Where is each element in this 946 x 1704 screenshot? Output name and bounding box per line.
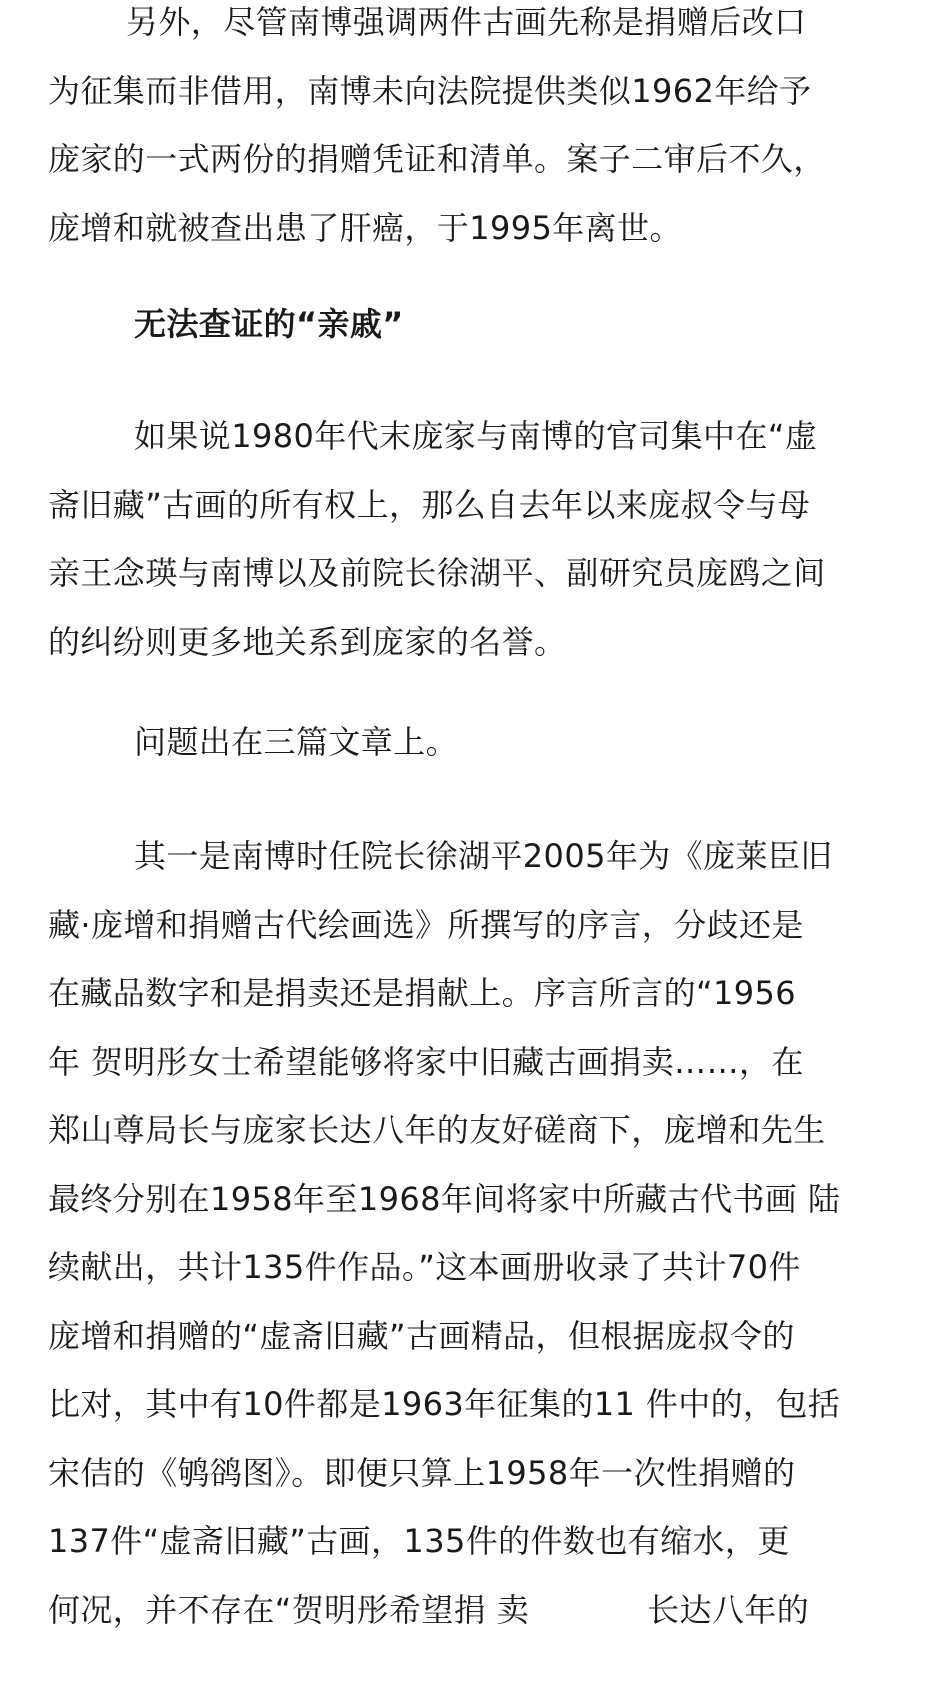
text-line: 的纠纷则更多地关系到庞家的名誉。	[48, 622, 567, 661]
text-line: 137件“虚斋旧藏”古画，135件的件数也有缩水，更	[48, 1522, 790, 1560]
text-line: 年 贺明彤女士希望能够将家中旧藏古画捐卖……，在	[48, 1042, 804, 1081]
paragraph-2	[48, 402, 826, 676]
text-line: 另外，尽管南博强调两件古画先称是捐赠后改口	[126, 3, 807, 41]
paragraph-3	[48, 708, 458, 777]
text-line-cut	[48, 1576, 840, 1645]
text-line: 庞增和捐赠的“虚斋旧藏”古画精品，但根据庞叔令的	[48, 1316, 795, 1355]
text-line: 比对，其中有10件都是1963年征集的11 件中的，包括	[48, 1385, 841, 1423]
section-heading	[48, 290, 404, 359]
text-line: 续献出，共计135件作品。”这本画册收录了共计70件	[48, 1248, 801, 1286]
text-line: 在藏品数字和是捐卖还是捐献上。序言所言的“1956	[48, 974, 797, 1012]
text-line: 问题出在三篇文章上。	[134, 723, 459, 761]
paragraph-1	[48, 0, 826, 262]
heading-text: 无法查证的“亲戚”	[134, 305, 404, 343]
text-line: 亲王念瑛与南博以及前院长徐湖平、副研究员庞鸥之间	[48, 554, 826, 592]
text-fragment: 何况，并不存在“贺明彤希望捐 卖	[48, 1590, 530, 1629]
text-line: 其一是南博时任院长徐湖平2005年为《庞莱臣旧	[134, 837, 833, 875]
paragraph-4	[48, 822, 840, 1644]
text-line: 庞增和就被查出患了肝癌，于1995年离世。	[48, 208, 682, 247]
text-line: 宋佶的《鸲鹆图》。即便只算上1958年一次性捐赠的	[48, 1453, 796, 1492]
text-line: 庞家的一式两份的捐赠凭证和清单。案子二审后不久，	[48, 140, 826, 178]
text-line: 如果说1980年代末庞家与南博的官司集中在“虚	[134, 417, 818, 455]
fade-overlay	[540, 1655, 670, 1704]
text-line: 为征集而非借用，南博未向法院提供类似1962年给予	[48, 71, 812, 110]
text-line: 斋旧藏”古画的所有权上，那么自去年以来庞叔令与母	[48, 485, 811, 524]
text-fragment: 长达八年的	[647, 1590, 810, 1629]
text-line: 藏·庞增和捐赠古代绘画选》所撰写的序言，分歧还是	[48, 905, 804, 944]
text-line: 最终分别在1958年至1968年间将家中所藏古代书画 陆	[48, 1179, 841, 1218]
text-line: 郑山尊局长与庞家长达八年的友好磋商下，庞增和先生	[48, 1111, 826, 1149]
